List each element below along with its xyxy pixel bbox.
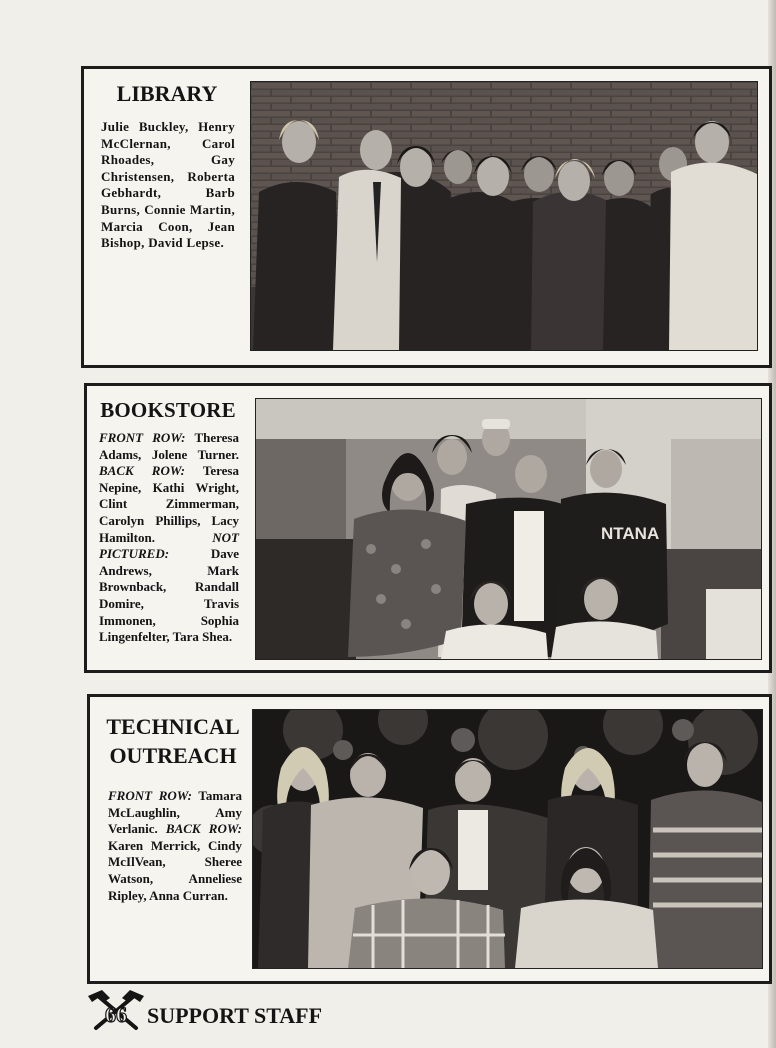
page-footer <box>86 990 386 1032</box>
library-heading: LIBRARY <box>116 81 218 106</box>
bookstore-front-row-names: Theresa Adams, Jolene Turner. <box>99 430 239 462</box>
technical-back-row-names: Karen Merrick, Cindy McIlVean, Sheree Watson, Anneliese Ripley, Anna Curran. <box>108 837 242 903</box>
bookstore-not-pictured-names: Dave Andrews, Mark Brownback, Randall Domire, Travis Immonen, Sophia Lingenfelter, Tara Shea. <box>99 546 239 645</box>
technical-outreach-caption <box>108 788 242 904</box>
bookstore-heading: BOOKSTORE <box>100 398 236 422</box>
bookstore-front-row-label: FRONT ROW: <box>99 430 186 445</box>
section-title: SUPPORT STAFF <box>147 1003 323 1028</box>
heading-line-2: OUTREACH <box>109 743 237 768</box>
page-number: 66 <box>105 1002 127 1027</box>
technical-outreach-group-photo <box>252 709 763 969</box>
library-panel <box>81 66 772 368</box>
bookstore-back-row-label: BACK ROW: <box>99 463 186 479</box>
bookstore-panel <box>84 383 772 673</box>
technical-outreach-heading <box>98 712 248 770</box>
technical-back-row-label: BACK ROW: <box>165 821 242 837</box>
bookstore-not-pictured-label: NOT PICTURED: <box>99 529 239 562</box>
bookstore-back-row-names: Teresa Nepine, Kathi Wright, Clint Zimmerman, Carolyn Phillips, Lacy Hamilton. <box>99 463 239 545</box>
library-caption: Julie Buckley, Henry McClernan, Carol Rhoades, Gay Christensen, Roberta Gebhardt, Barb Burns, Connie Martin, Marcia Coon, Jean Bishop, David Lepse. <box>101 119 235 251</box>
library-group-photo <box>250 81 758 351</box>
technical-front-row-names: Tamara McLaughlin, Amy Verlanic. <box>108 788 242 837</box>
heading-line-1: TECHNICAL <box>106 714 240 739</box>
sweatshirt-lettering: NTANA <box>601 524 660 543</box>
bookstore-group-photo <box>255 398 762 660</box>
technical-front-row-label: FRONT ROW: <box>108 788 192 803</box>
bookstore-caption <box>99 430 239 646</box>
technical-outreach-panel <box>87 694 772 984</box>
